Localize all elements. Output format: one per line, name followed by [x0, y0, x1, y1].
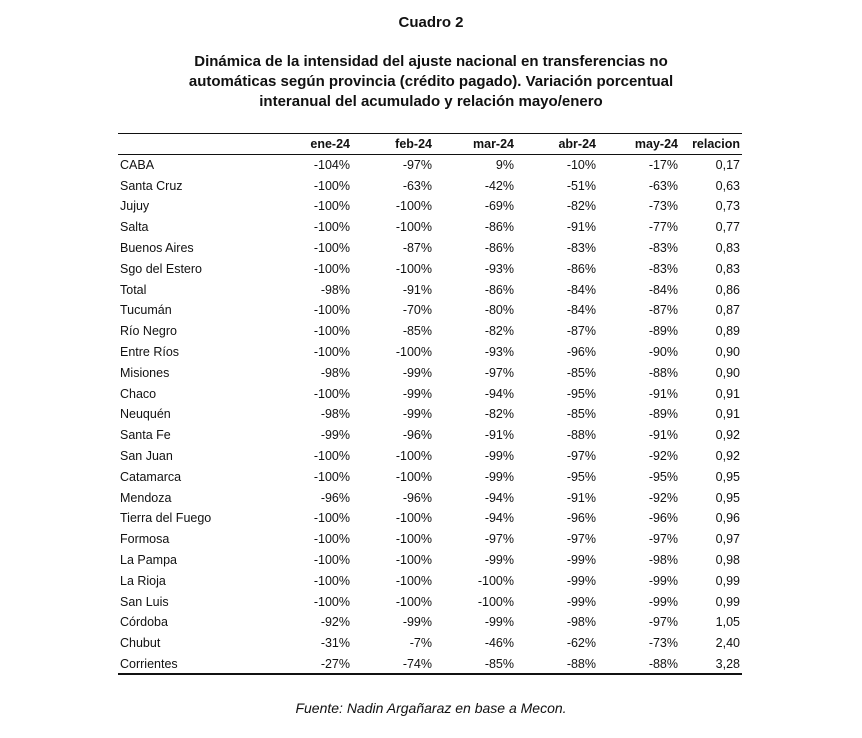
title-line: automáticas según provincia (crédito pagado). Variación porcentual	[188, 73, 674, 90]
value-cell: -100%	[313, 573, 350, 588]
value-cell: -97%	[566, 449, 596, 464]
value-cell: -100%	[395, 449, 432, 464]
province-cell: Mendoza	[120, 490, 172, 505]
value-cell: -83%	[648, 241, 678, 256]
value-cell: -31%	[320, 636, 350, 651]
province-cell: Total	[120, 282, 147, 297]
value-cell: -100%	[313, 345, 350, 360]
table-row	[118, 529, 742, 550]
value-cell: -100%	[313, 261, 350, 276]
value-cell: -82%	[484, 407, 514, 422]
value-cell: -100%	[395, 199, 432, 214]
ratio-cell: 0,95	[715, 490, 740, 505]
province-cell: Santa Cruz	[120, 178, 183, 193]
table-row	[118, 196, 742, 217]
value-cell: -89%	[648, 407, 678, 422]
ratio-cell: 0,87	[715, 303, 740, 318]
column-header: mar-24	[473, 137, 514, 151]
ratio-cell: 0,91	[715, 386, 740, 401]
table-row	[118, 446, 742, 467]
value-cell: -87%	[648, 303, 678, 318]
value-cell: -84%	[566, 282, 596, 297]
value-cell: -86%	[484, 220, 514, 235]
value-cell: -85%	[402, 324, 432, 339]
value-cell: -100%	[477, 594, 514, 609]
ratio-cell: 0,86	[715, 282, 740, 297]
value-cell: -91%	[484, 428, 514, 443]
value-cell: -99%	[484, 449, 514, 464]
province-cell: Entre Ríos	[120, 345, 180, 360]
value-cell: -100%	[313, 511, 350, 526]
ratio-cell: 0,92	[715, 449, 740, 464]
value-cell: -100%	[313, 553, 350, 568]
value-cell: -99%	[648, 594, 678, 609]
value-cell: -100%	[313, 199, 350, 214]
value-cell: -91%	[566, 490, 596, 505]
value-cell: -97%	[484, 532, 514, 547]
value-cell: -96%	[320, 490, 350, 505]
value-cell: -100%	[313, 303, 350, 318]
province-cell: Sgo del Estero	[120, 261, 202, 276]
value-cell: -97%	[648, 532, 678, 547]
table-row	[118, 342, 742, 363]
province-cell: Tucumán	[120, 303, 172, 318]
value-cell: -99%	[484, 469, 514, 484]
value-cell: -27%	[320, 656, 350, 671]
value-cell: -99%	[648, 573, 678, 588]
value-cell: -100%	[313, 386, 350, 401]
ratio-cell: 0,98	[715, 553, 740, 568]
table-row	[118, 612, 742, 633]
value-cell: -92%	[320, 615, 350, 630]
value-cell: 9%	[495, 158, 514, 173]
value-cell: -100%	[313, 220, 350, 235]
value-cell: -100%	[313, 241, 350, 256]
value-cell: -74%	[402, 656, 432, 671]
table-row	[118, 175, 742, 196]
value-cell: -99%	[566, 594, 596, 609]
column-header	[118, 134, 270, 155]
value-cell: -88%	[566, 656, 596, 671]
value-cell: -17%	[648, 158, 678, 173]
table-row	[118, 404, 742, 425]
value-cell: -99%	[484, 553, 514, 568]
value-cell: -100%	[395, 345, 432, 360]
province-cell: Jujuy	[120, 199, 150, 214]
value-cell: -90%	[648, 345, 678, 360]
value-cell: -100%	[313, 324, 350, 339]
value-cell: -100%	[313, 532, 350, 547]
value-cell: -69%	[484, 199, 514, 214]
ratio-cell: 0,96	[715, 511, 740, 526]
province-cell: Catamarca	[120, 469, 182, 484]
value-cell: -88%	[566, 428, 596, 443]
value-cell: -10%	[566, 158, 596, 173]
ratio-cell: 1,05	[715, 615, 740, 630]
title-line: interanual del acumulado y relación mayo/enero	[259, 93, 603, 110]
table-title	[120, 52, 742, 112]
province-cell: La Pampa	[120, 553, 177, 568]
table-row	[118, 258, 742, 279]
table-row	[118, 362, 742, 383]
ratio-cell: 0,77	[715, 220, 740, 235]
province-cell: Santa Fe	[120, 428, 171, 443]
value-cell: -97%	[484, 365, 514, 380]
table-row	[118, 550, 742, 571]
value-cell: -100%	[395, 553, 432, 568]
ratio-cell: 2,40	[715, 636, 740, 651]
value-cell: -96%	[402, 490, 432, 505]
table-row	[118, 425, 742, 446]
column-header: ene-24	[310, 137, 350, 151]
ratio-cell: 0,95	[715, 469, 740, 484]
table-row	[118, 487, 742, 508]
ratio-cell: 0,63	[715, 178, 740, 193]
ratio-cell: 0,83	[715, 241, 740, 256]
value-cell: -96%	[566, 345, 596, 360]
ratio-cell: 0,90	[715, 365, 740, 380]
value-cell: -98%	[566, 615, 596, 630]
ratio-cell: 0,92	[715, 428, 740, 443]
value-cell: -99%	[402, 365, 432, 380]
ratio-cell: 0,17	[715, 158, 740, 173]
province-cell: Tierra del Fuego	[120, 511, 212, 526]
ratio-cell: 3,28	[715, 656, 740, 671]
value-cell: -83%	[648, 261, 678, 276]
ratio-cell: 0,97	[715, 532, 740, 547]
value-cell: -98%	[648, 553, 678, 568]
value-cell: -98%	[320, 282, 350, 297]
table-row	[118, 383, 742, 404]
table-row	[118, 654, 742, 675]
value-cell: -98%	[320, 407, 350, 422]
value-cell: -100%	[395, 532, 432, 547]
column-header: feb-24	[395, 137, 432, 151]
value-cell: -100%	[313, 594, 350, 609]
value-cell: -91%	[648, 386, 678, 401]
value-cell: -94%	[484, 490, 514, 505]
value-cell: -100%	[313, 178, 350, 193]
value-cell: -96%	[566, 511, 596, 526]
value-cell: -95%	[566, 469, 596, 484]
title-line: Dinámica de la intensidad del ajuste nacional en transferencias no	[194, 53, 668, 70]
table-row	[118, 155, 742, 176]
value-cell: -80%	[484, 303, 514, 318]
province-cell: Formosa	[120, 532, 170, 547]
table-header-row	[118, 134, 742, 155]
value-cell: -70%	[402, 303, 432, 318]
value-cell: -100%	[313, 449, 350, 464]
table-row	[118, 238, 742, 259]
source-note: Fuente: Nadin Argañaraz en base a Mecon.	[295, 700, 567, 716]
value-cell: -94%	[484, 511, 514, 526]
column-header: relacion	[692, 137, 740, 151]
value-cell: -92%	[648, 449, 678, 464]
value-cell: -91%	[566, 220, 596, 235]
value-cell: -87%	[402, 241, 432, 256]
value-cell: -97%	[402, 158, 432, 173]
value-cell: -42%	[484, 178, 514, 193]
ratio-cell: 0,99	[715, 573, 740, 588]
province-cell: Misiones	[120, 365, 170, 380]
value-cell: -95%	[566, 386, 596, 401]
value-cell: -100%	[395, 220, 432, 235]
value-cell: -99%	[320, 428, 350, 443]
ratio-cell: 0,73	[715, 199, 740, 214]
province-cell: Córdoba	[120, 615, 168, 630]
value-cell: -77%	[648, 220, 678, 235]
province-cell: San Luis	[120, 594, 169, 609]
value-cell: -99%	[402, 386, 432, 401]
table-row	[118, 633, 742, 654]
value-cell: -63%	[648, 178, 678, 193]
value-cell: -91%	[402, 282, 432, 297]
value-cell: -84%	[648, 282, 678, 297]
value-cell: -94%	[484, 386, 514, 401]
table-label: Cuadro 2	[398, 14, 464, 31]
value-cell: -51%	[566, 178, 596, 193]
value-cell: -98%	[320, 365, 350, 380]
value-cell: -104%	[313, 158, 350, 173]
table-row	[118, 466, 742, 487]
table-body	[118, 155, 742, 675]
value-cell: -85%	[566, 407, 596, 422]
value-cell: -89%	[648, 324, 678, 339]
table-row	[118, 321, 742, 342]
value-cell: -99%	[566, 573, 596, 588]
value-cell: -85%	[484, 656, 514, 671]
value-cell: -85%	[566, 365, 596, 380]
value-cell: -99%	[566, 553, 596, 568]
table-row	[118, 279, 742, 300]
value-cell: -62%	[566, 636, 596, 651]
ratio-cell: 0,89	[715, 324, 740, 339]
value-cell: -97%	[566, 532, 596, 547]
province-cell: Buenos Aires	[120, 241, 194, 256]
ratio-cell: 0,91	[715, 407, 740, 422]
value-cell: -99%	[484, 615, 514, 630]
value-cell: -46%	[484, 636, 514, 651]
value-cell: -83%	[566, 241, 596, 256]
value-cell: -95%	[648, 469, 678, 484]
value-cell: -100%	[395, 573, 432, 588]
value-cell: -96%	[648, 511, 678, 526]
province-cell: Chaco	[120, 386, 157, 401]
value-cell: -100%	[395, 594, 432, 609]
value-cell: -86%	[566, 261, 596, 276]
province-cell: Neuquén	[120, 407, 171, 422]
value-cell: -99%	[402, 615, 432, 630]
value-cell: -96%	[402, 428, 432, 443]
value-cell: -87%	[566, 324, 596, 339]
ratio-cell: 0,99	[715, 594, 740, 609]
value-cell: -100%	[313, 469, 350, 484]
value-cell: -97%	[648, 615, 678, 630]
column-header: may-24	[634, 137, 678, 151]
value-cell: -92%	[648, 490, 678, 505]
value-cell: -99%	[402, 407, 432, 422]
value-cell: -86%	[484, 282, 514, 297]
value-cell: -82%	[484, 324, 514, 339]
value-cell: -86%	[484, 241, 514, 256]
value-cell: -63%	[402, 178, 432, 193]
province-cell: La Rioja	[120, 573, 166, 588]
value-cell: -73%	[648, 199, 678, 214]
value-cell: -7%	[409, 636, 432, 651]
data-table	[118, 133, 742, 675]
value-cell: -100%	[395, 511, 432, 526]
province-cell: Salta	[120, 220, 149, 235]
value-cell: -100%	[477, 573, 514, 588]
ratio-cell: 0,83	[715, 261, 740, 276]
table-row	[118, 570, 742, 591]
table-row	[118, 591, 742, 612]
province-cell: San Juan	[120, 449, 173, 464]
value-cell: -93%	[484, 345, 514, 360]
value-cell: -84%	[566, 303, 596, 318]
province-cell: CABA	[120, 158, 155, 173]
province-cell: Chubut	[120, 636, 161, 651]
table-row	[118, 300, 742, 321]
province-cell: Corrientes	[120, 656, 178, 671]
value-cell: -100%	[395, 469, 432, 484]
value-cell: -91%	[648, 428, 678, 443]
value-cell: -88%	[648, 365, 678, 380]
table-row	[118, 508, 742, 529]
value-cell: -93%	[484, 261, 514, 276]
value-cell: -73%	[648, 636, 678, 651]
value-cell: -88%	[648, 656, 678, 671]
column-header: abr-24	[558, 137, 596, 151]
table-row	[118, 217, 742, 238]
ratio-cell: 0,90	[715, 345, 740, 360]
value-cell: -100%	[395, 261, 432, 276]
value-cell: -82%	[566, 199, 596, 214]
province-cell: Río Negro	[120, 324, 177, 339]
